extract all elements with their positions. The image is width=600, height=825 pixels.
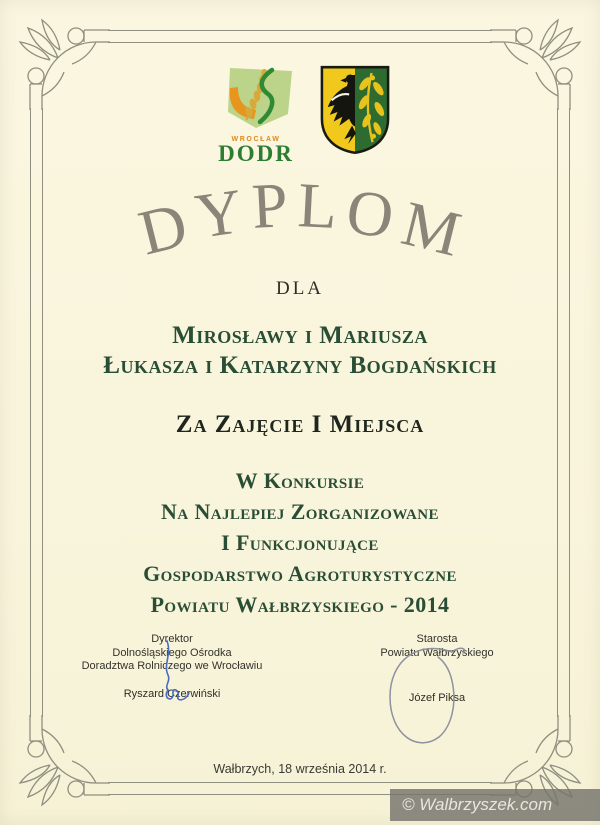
role-line: Starosta bbox=[416, 633, 458, 645]
role-line: Doradztwa Rolniczego we Wrocławiu bbox=[81, 660, 263, 672]
title-letter: Y bbox=[191, 175, 247, 252]
border-bottom-inner bbox=[108, 782, 492, 783]
corner-flourish-icon bbox=[0, 0, 110, 110]
contest-description bbox=[0, 465, 600, 620]
contest-line: I Funkcjonujące bbox=[221, 530, 379, 555]
contest-line: Na Najlepiej Zorganizowane bbox=[161, 499, 439, 524]
dodr-acronym-label: DODR bbox=[218, 141, 294, 166]
dodr-emblem-icon bbox=[214, 66, 298, 130]
dodr-city-label: WROCŁAW bbox=[231, 136, 281, 143]
title-letter: M bbox=[395, 187, 468, 270]
watermark-text: © Walbrzyszek.com bbox=[402, 795, 553, 814]
contest-line: W Konkursie bbox=[235, 468, 365, 493]
corner-flourish-icon bbox=[490, 0, 600, 110]
coat-of-arms-icon bbox=[319, 64, 391, 156]
coat-of-arms bbox=[319, 64, 391, 161]
watermark-banner bbox=[390, 789, 600, 821]
signatory-name: Ryszard Czerwiński bbox=[123, 687, 221, 700]
role-line: Dolnośląskiego Ośrodka bbox=[112, 646, 232, 659]
signatory-name: Józef Piksa bbox=[408, 692, 466, 704]
title-letter: L bbox=[296, 169, 339, 242]
border-top-outer bbox=[108, 30, 492, 31]
recipient-line-1: Mirosławy i Mariusza bbox=[172, 322, 428, 349]
contest-line: Powiatu Wałbrzyskiego - 2014 bbox=[150, 592, 450, 617]
recipient-line-2: Łukasza i Katarzyny Bogdańskich bbox=[103, 352, 497, 379]
signature-block-director bbox=[52, 633, 292, 701]
role-line: Dyrektor bbox=[151, 633, 193, 645]
dodr-logo bbox=[204, 66, 308, 165]
dla-label: DLA bbox=[275, 278, 325, 299]
border-top-inner bbox=[108, 42, 492, 43]
recipient-names bbox=[0, 321, 600, 381]
title-letter: O bbox=[342, 175, 399, 252]
award-line: Za Zajęcie I Miejsca bbox=[175, 411, 425, 438]
date-line: Wałbrzych, 18 września 2014 r. bbox=[213, 762, 387, 776]
role-line: Powiatu Wałbrzyskiego bbox=[380, 646, 494, 659]
diploma-title bbox=[0, 168, 600, 270]
title-letter: D bbox=[131, 188, 194, 269]
signature-block-starosta bbox=[337, 633, 537, 706]
title-letter: P bbox=[250, 169, 290, 242]
contest-line: Gospodarstwo Agroturystyczne bbox=[143, 561, 457, 586]
